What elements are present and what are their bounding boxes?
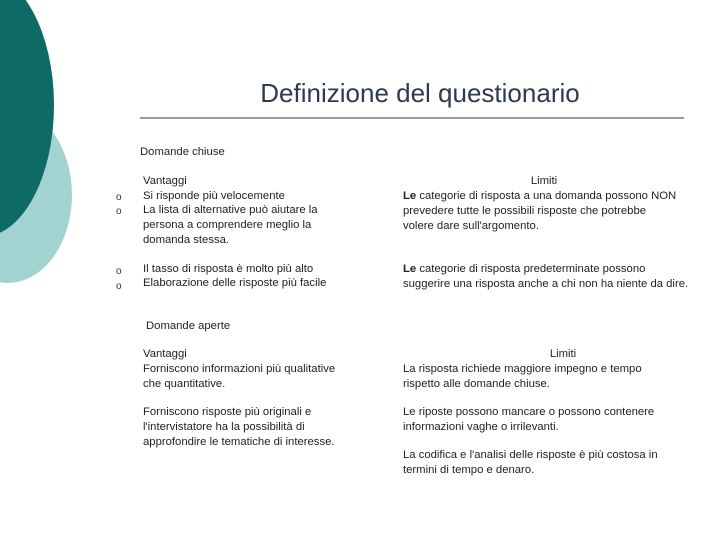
closed-limit-1-bold: Le <box>403 190 417 202</box>
open-limit-3: La codifica e l'analisi delle risposte è più costosa in termini di tempo e denaro. <box>403 449 658 476</box>
page-title: Definizione del questionario <box>260 78 580 108</box>
closed-advantage-3: Il tasso di risposta è molto più alto <box>143 263 314 275</box>
closed-limits-heading: Limiti <box>530 175 558 187</box>
bullet-2: o <box>116 206 122 217</box>
bullet-1: o <box>116 192 122 203</box>
bullet-4: o <box>116 281 122 292</box>
closed-limit-1-text: categorie di risposta a una domanda possono NON prevedere tutte le possibili risposte che potrebbe volere dare sull'argomento. <box>403 190 677 232</box>
closed-limit-1 <box>403 189 679 234</box>
decorative-circles <box>0 0 120 300</box>
section-heading-closed: Domande chiuse <box>140 146 225 158</box>
title-divider <box>140 117 684 119</box>
open-limit-2: Le riposte possono mancare o possono contenere informazioni vaghe o irrilevanti. <box>403 406 655 433</box>
closed-advantages-heading: Vantaggi <box>143 175 187 187</box>
section-heading-open: Domande aperte <box>146 320 231 332</box>
open-limit-1: La risposta richiede maggiore impegno e tempo rispetto alle domande chiuse. <box>403 363 642 390</box>
closed-advantage-4: Elaborazione delle risposte più facile <box>143 277 327 289</box>
bullet-3: o <box>116 266 122 277</box>
open-advantage-1: Forniscono informazioni più qualitative che quantitative. <box>143 363 336 390</box>
closed-advantage-2: La lista di alternative può aiutare la persona a comprendere meglio la domanda stessa. <box>143 204 318 246</box>
open-advantages-heading: Vantaggi <box>143 348 187 360</box>
closed-limit-2-text: categorie di risposta predeterminate possono suggerire una risposta anche a chi non ha niente da dire. <box>403 263 689 290</box>
closed-limit-2 <box>403 262 689 292</box>
open-advantage-2: Forniscono risposte più originali e l'intervistatore ha la possibilità di approfondire le tematiche di interesse. <box>143 406 335 448</box>
closed-limit-2-bold: Le <box>403 263 417 275</box>
open-limits-heading: Limiti <box>549 348 577 360</box>
closed-advantage-1: Si risponde più velocemente <box>143 190 285 202</box>
